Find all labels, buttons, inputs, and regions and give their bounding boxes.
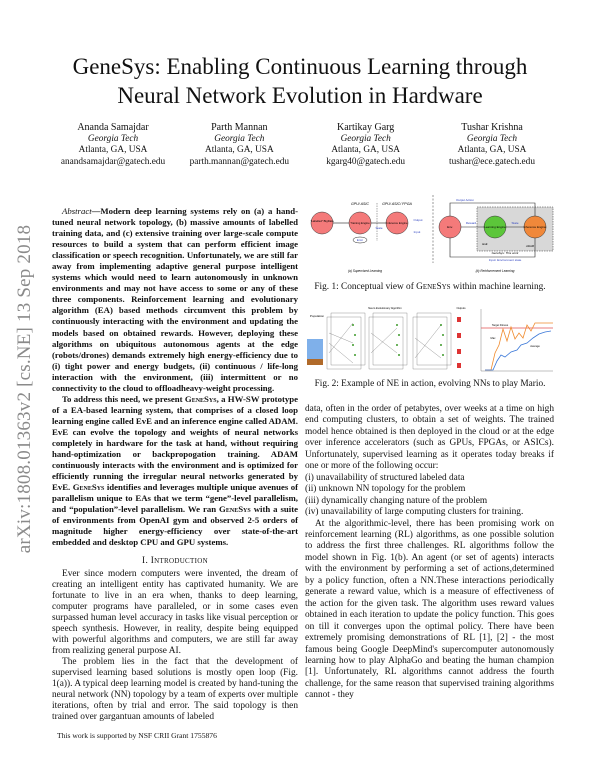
paper-title [40, 52, 560, 110]
box-label: EvE [482, 242, 488, 246]
author-email: tushar@ece.gatech.edu [448, 156, 535, 167]
fitness-chart [481, 309, 553, 371]
author-location: Atlanta, GA, USA [331, 145, 400, 155]
body-paragraph: data, often in the order of petabytes, over weeks at a time on high end computing clusters, to obtain a set of weights. The trained model hence obtained is then deployed in the cloud or at the edge over inference accelerators (such as GPUs, FPGAs, or ASICs). Unfortunately, supervised learning as it operates today breaks if one or more of the following occur: [305, 404, 554, 472]
nn-population [327, 313, 451, 369]
abstract-text: To address this need, we present [62, 393, 185, 404]
section-heading: I. Introduction [142, 556, 208, 567]
label-gpu-asic: GPU/ ASIC [350, 202, 370, 206]
arrow-label: Error [356, 238, 364, 242]
abstract-text: identifies and leverages multiple unique avenues of parallelism unique to EAs that we term “gene”-level parallelism, and “population”-level parallelism. We ran [52, 482, 298, 515]
outputs-label: Outputs [456, 307, 466, 310]
target-fitness-label: Target Fitness [491, 324, 509, 327]
node-label: Training Engine [350, 221, 370, 225]
arrow-label: Reward [465, 221, 477, 225]
caption-text: Fig. 1: Conceptual view of [314, 282, 417, 292]
max-series-line [485, 323, 553, 370]
author-name: Kartikay Garg [337, 122, 395, 133]
author-name: Parth Mannan [211, 122, 268, 133]
node-label: Env. [447, 225, 453, 229]
genesys-name: GeneSys [416, 282, 451, 292]
arrow-label: Output [413, 218, 423, 222]
genesys-name: GeneSys [72, 482, 105, 493]
abstract-text: with a suite of environments from OpenAI gym and observed 2-5 orders of magnitude higher energy-efficiency over state-of-the-art embedded and desktop CPU and GPU systems. [52, 504, 299, 548]
caption-text: within machine learning. [450, 282, 546, 292]
nn-nodes [352, 324, 444, 356]
arrow-label: State [511, 221, 519, 225]
figure-2-caption: Fig. 2: Example of NE in action, evolving NNs to play Mario. [314, 379, 546, 389]
abstract-text: , a HW-SW prototype of a EA-based learning system, that comprises of a closed loop learning engine called EvE and an inference engine called ADAM. EvE can evolve the topology and weights of neural networks completely in hardware for the task at hand, without requiring hand-optimization or backpropogation training. ADAM continuously interacts with the environment and is optimized for efficiently running the irregular neural networks generated by EvE. [52, 393, 298, 493]
node-bigdata [311, 212, 333, 234]
body-paragraph: At the algorithmic-level, there has been promising work on reinforcement learning (RL) algorithms, as one possible solution to address the first three challenges. RL algorithms follow the model shown in Fig. 1(b). An agent (or set of agents) interacts with the environment by performing a set of actions,determined by a policy function, often a NN.These interactions periodically generate a reward value, which is a measure of effectiveness of the action for the given task. The algorithm uses reward values obtained in each iteration to update the policy function. This goes on till it converges upon the optimal policy. There have been extremely promising demonstrations of RL [1], [2] - the most famous being Google DeepMind's supercomputer autonomously learning how to play AlphaGo and beating the human champion [1]. Unfortunately, RL algorithms cannot address the fourth challenge, for the same reason that supervised training algorithms cannot - they [305, 518, 554, 701]
node-label: Inference Engine [386, 221, 408, 225]
abstract-lead: Abstract [62, 206, 92, 216]
neuro-evo-label: Neuro Evolutionary Algorithm [368, 307, 402, 310]
population-label: Population [309, 314, 325, 318]
list-item: (ii) unknown NN topology for the problem [305, 484, 466, 495]
box-label: ADAM [525, 244, 535, 248]
abstract-text: —Modern deep learning systems rely on (a) a hand-tuned neural network topology, (b) massive amounts of labelled training data, and (c) extensive training over large-scale compute resources to build a system that can perform efficient image classification or speech recognition. Unfortunately, we are still far away from implementing adaptive general purpose intelligent systems which would need to learn autonomously in unknown environments and may not have access to some or any of these three components. Reinforcement learning and evolutionary algorithm (EA) based methods circumvent this problem by continuously interacting with the environment and updating the models based on obtained rewards. However, deploying these algorithms on ubiquitous autonomous agents at the edge (robots/drones) demands extremely high energy-efficiency due to (i) tight power and energy budgets, (ii) continuous / life-long interaction with the environment, (iii) intermittent or no connectivity to the cloud to offloadheavy-weight processing. [52, 206, 298, 393]
author-name: Tushar Krishna [461, 122, 523, 133]
abstract-paragraph [52, 206, 298, 394]
figure-2-diagram [305, 303, 555, 375]
subfigure-label: (b) Reinforcement Learning [475, 269, 515, 273]
box-label: GeneSys: This work [491, 251, 519, 255]
author-block [50, 122, 176, 168]
arrow-label: State [375, 226, 383, 230]
list-item: (iii) dynamically changing nature of the problem [305, 495, 488, 506]
list-item: (i) unavailability of structured labeled data [305, 472, 465, 483]
node-label: Inference Engine [523, 225, 547, 229]
author-email: kgarg40@gatech.edu [326, 156, 406, 167]
author-affiliation: Georgia Tech [214, 133, 265, 144]
title-line: Neural Network Evolution in Hardware [117, 83, 483, 108]
author-location: Atlanta, GA, USA [78, 145, 148, 155]
node-label: Learning Engine [484, 225, 506, 229]
arrow-label: Output Action [455, 198, 475, 202]
author-block [176, 122, 302, 168]
body-paragraph: The problem lies in the fact that the development of supervised learning based solutions is mostly open loop (Fig. 1(a)). A typical deep learning model is created by hand-tuning the neural network (NN) topology by a team of experts over multiple iterations, often by trial and error. The said topology is then trained over gargantuan amounts of labeled [52, 657, 298, 722]
author-affiliation: Georgia Tech [87, 133, 139, 144]
author-location: Atlanta, GA, USA [457, 145, 527, 155]
max-label: Max [490, 337, 496, 340]
abstract-paragraph [52, 394, 298, 549]
author-email: anandsamajdar@gatech.edu [60, 156, 166, 167]
mario-ground [307, 359, 323, 365]
genesys-name: GeneSys [219, 504, 251, 515]
footnote: This work is supported by NSF CRII Grant 1755876 [57, 730, 217, 740]
arrow-label: Input: Environment state [488, 258, 522, 262]
node-label: "Labelled" BigData [310, 219, 334, 223]
list-item: (iv) unavailability of large computing clusters for training. [305, 507, 524, 518]
mario-outputs [457, 317, 461, 368]
figure-1-caption [305, 282, 555, 292]
body-paragraph: Ever since modern computers were invented, the dream of creating an intelligent entity has captivated humanity. We are fortunate to live in an era when, thanks to deep learning, computer programs have paralleled, or in some cases even surpassed human level accuracy in tasks like visual perception or speech synthesis. However, in reality, despite being equipped with powerful algorithms and computers, we are still far away from realizing general purpose AI. [52, 569, 298, 657]
label-gpu-asic-fpga: GPU/ ASIC/ FPGA [382, 202, 412, 206]
author-affiliation: Georgia Tech [466, 133, 518, 144]
arxiv-stamp: arXiv:1808.01363v2 [cs.NE] 13 Sep 2018 [14, 224, 35, 554]
genesys-name: GeneSys [184, 393, 217, 404]
author-block [429, 122, 555, 168]
author-name: Ananda Samajdar [77, 122, 149, 133]
title-line: GeneSys: Enabling Continuous Learning through [72, 54, 528, 79]
arrow-label: Input [413, 230, 421, 234]
right-column [305, 404, 554, 702]
author-email: parth.mannan@gatech.edu [189, 156, 290, 167]
author-location: Atlanta, GA, USA [204, 145, 274, 155]
subfigure-label: (a) Supervised Learning [347, 269, 383, 273]
author-affiliation: Georgia Tech [340, 133, 391, 144]
figure-1-diagram [305, 193, 555, 273]
left-column [52, 206, 298, 741]
author-block [303, 122, 429, 168]
author-list [50, 122, 555, 168]
average-label: Average [530, 345, 540, 348]
